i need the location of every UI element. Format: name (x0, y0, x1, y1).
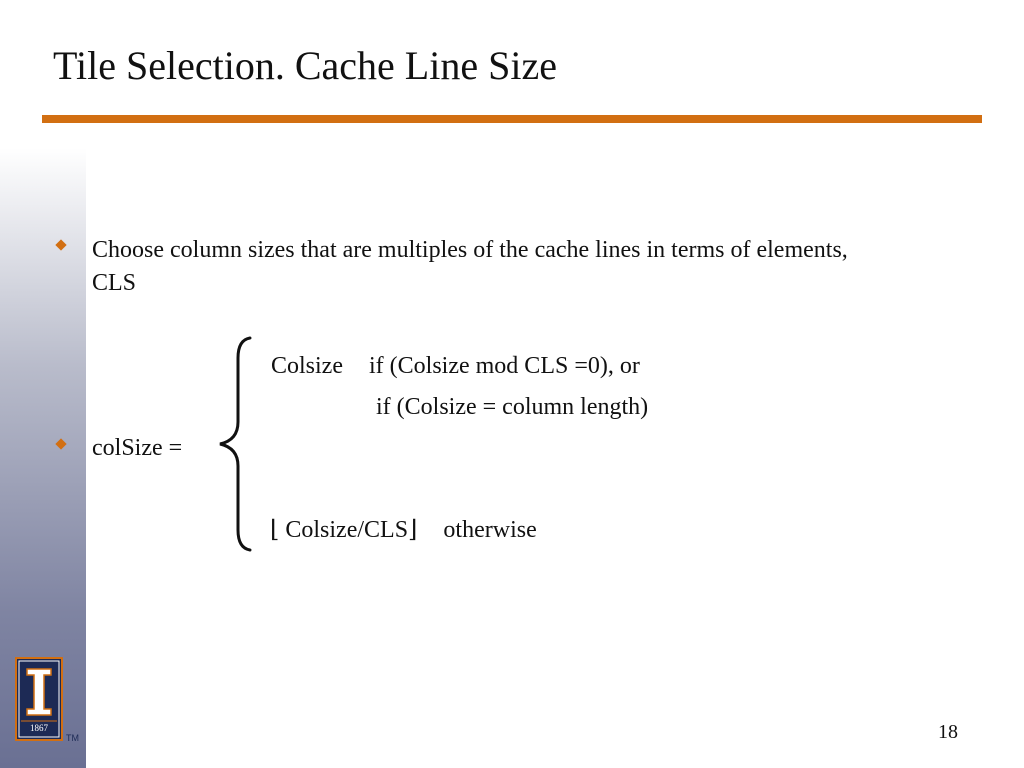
bullet-2-text: colSize = (92, 435, 183, 461)
case-2-value: Colsize/CLS (285, 517, 409, 543)
title-underline (42, 115, 982, 123)
case-1-row (271, 350, 640, 383)
floor-close-symbol: ⌋ (408, 517, 418, 543)
page-number: 18 (938, 721, 958, 743)
floor-open-symbol: ⌊ (270, 517, 280, 543)
case-1-condition: if (Colsize mod CLS =0), or (369, 353, 640, 379)
curly-brace-icon (214, 334, 264, 554)
case-1-condition-2: if (Colsize = column length) (376, 394, 649, 420)
case-2-condition: otherwise (443, 517, 537, 543)
bullet-1-text-line2: CLS (92, 270, 137, 296)
trademark-symbol: TM (66, 733, 79, 743)
slide-title: Tile Selection. Cache Line Size (53, 43, 557, 88)
logo-year: 1867 (30, 723, 48, 733)
bullet-1-text-line1: Choose column sizes that are multiples of the cache lines in terms of elements, (92, 237, 848, 263)
university-logo-icon (15, 657, 63, 741)
case-2-row (270, 514, 537, 547)
case-1-value: Colsize (271, 353, 343, 379)
